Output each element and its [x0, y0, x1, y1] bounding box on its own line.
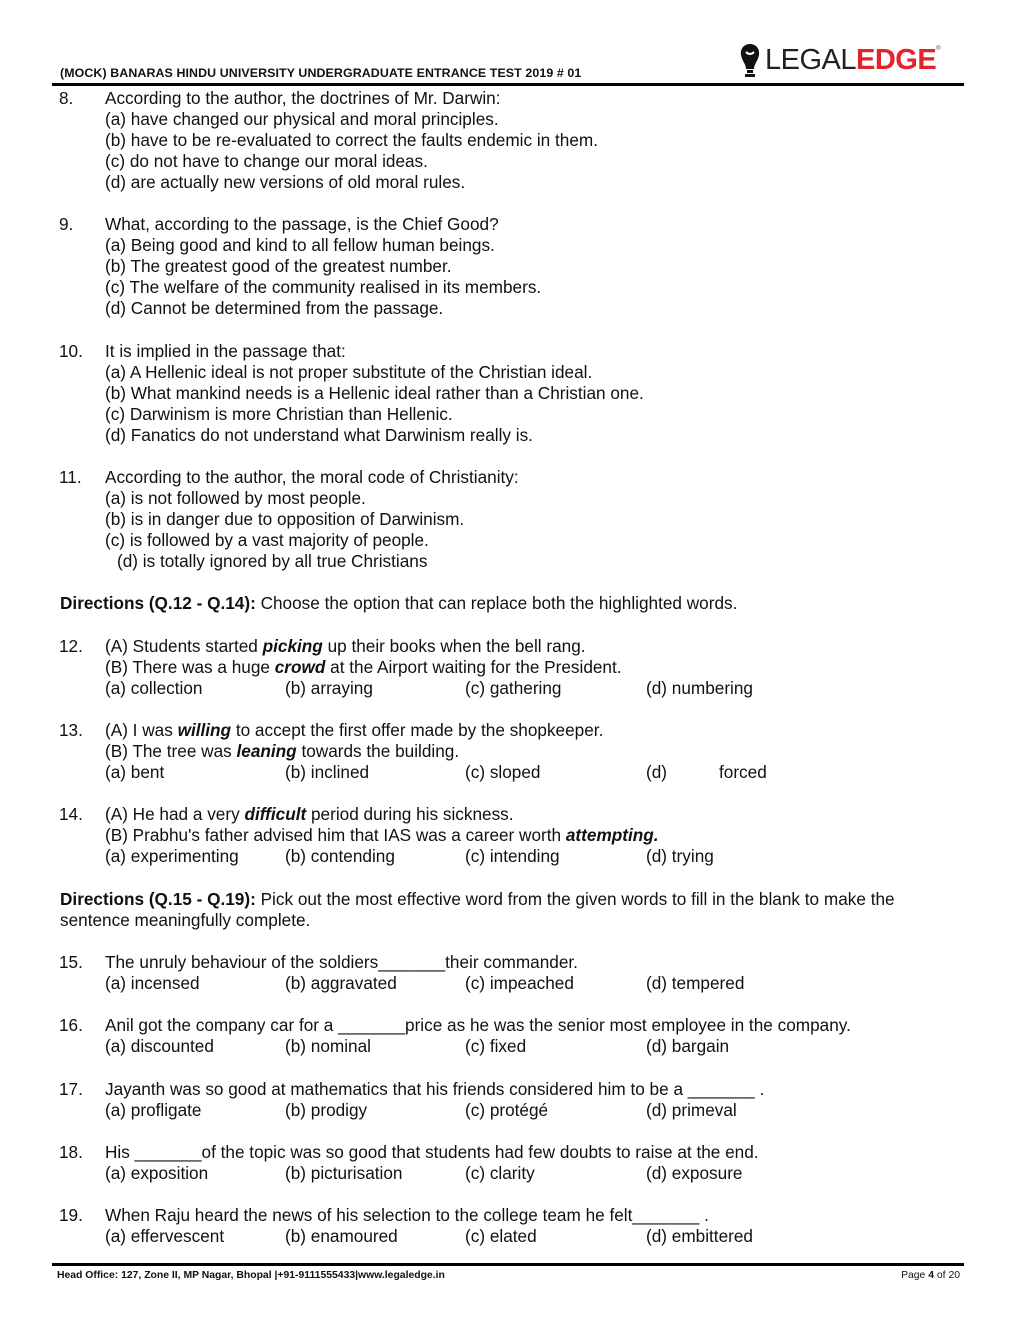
question-number: 12.	[59, 636, 83, 656]
legaledge-logo	[737, 40, 940, 80]
option: (d) tempered	[646, 973, 745, 993]
option: (b) is in danger due to opposition of Darwinism.	[105, 509, 465, 529]
option: (a) discounted	[105, 1036, 214, 1056]
option: (a) profligate	[105, 1100, 202, 1120]
option: (c) protégé	[465, 1100, 549, 1120]
footer-rule	[52, 1263, 964, 1266]
option: (a) incensed	[105, 973, 200, 993]
option: (d) embittered	[646, 1226, 753, 1246]
header-rule	[52, 83, 964, 86]
option: (c) Darwinism is more Christian than Hellenic.	[105, 404, 453, 424]
sentence-b: (B) There was a huge crowd at the Airport waiting for the President.	[105, 657, 622, 677]
option: (d) numbering	[646, 678, 753, 698]
option: (d) are actually new versions of old moral rules.	[105, 172, 466, 192]
question-number: 14.	[59, 804, 83, 824]
option-text: forced	[719, 762, 767, 782]
option: (d) trying	[646, 846, 714, 866]
option: (c) The welfare of the community realised in its members.	[105, 277, 542, 297]
option: (b) contending	[285, 846, 395, 866]
question-number: 13.	[59, 720, 83, 740]
question-number: 10.	[59, 341, 83, 361]
option: (a) experimenting	[105, 846, 239, 866]
option: (a) collection	[105, 678, 203, 698]
option: (b) The greatest good of the greatest number.	[105, 256, 452, 276]
option: (a) bent	[105, 762, 165, 782]
page-number: Page 4 of 20	[901, 1270, 960, 1281]
option: (b) nominal	[285, 1036, 371, 1056]
option: (d) exposure	[646, 1163, 743, 1183]
option: (d) Cannot be determined from the passage.	[105, 298, 444, 318]
directions-q12-q14: Directions (Q.12 - Q.14): Choose the option that can replace both the highlighted words.	[60, 593, 738, 613]
sentence-b: (B) The tree was leaning towards the building.	[105, 741, 460, 761]
directions-q15-q19: Directions (Q.15 - Q.19): Pick out the most effective word from the given words to fill in the blank to make the sentence meaningfully complete.	[60, 889, 895, 930]
option: (a) effervescent	[105, 1226, 225, 1246]
question-number: 16.	[59, 1015, 83, 1035]
option: (d) bargain	[646, 1036, 730, 1056]
option: (b) enamoured	[285, 1226, 398, 1246]
option: (a) exposition	[105, 1163, 209, 1183]
option: (a) A Hellenic ideal is not proper substitute of the Christian ideal.	[105, 362, 593, 382]
option: (c) elated	[465, 1226, 537, 1246]
option: (d) Fanatics do not understand what Darwinism really is.	[105, 425, 533, 445]
option: (c) clarity	[465, 1163, 535, 1183]
question-stem: His _______of the topic was so good that students had few doubts to raise at the end.	[105, 1142, 759, 1162]
question-number: 11.	[59, 467, 82, 487]
question-number: 18.	[59, 1142, 83, 1162]
footer-contact: Head Office: 127, Zone II, MP Nagar, Bhopal |+91-9111555433|www.legaledge.in	[57, 1270, 445, 1281]
sentence-a: (A) Students started picking up their books when the bell rang.	[105, 636, 586, 656]
option: (b) have to be re-evaluated to correct the faults endemic in them.	[105, 130, 598, 150]
question-number: 19.	[59, 1205, 83, 1225]
sentence-a: (A) I was willing to accept the first offer made by the shopkeeper.	[105, 720, 604, 740]
option: (c) impeached	[465, 973, 574, 993]
option: (b) What mankind needs is a Hellenic ideal rather than a Christian one.	[105, 383, 644, 403]
question-number: 8.	[59, 88, 74, 108]
option: (c) intending	[465, 846, 560, 866]
sentence-b: (B) Prabhu's father advised him that IAS was a career worth attempting.	[105, 825, 659, 845]
question-stem: The unruly behaviour of the soldiers_______their commander.	[105, 952, 578, 972]
scales-icon	[737, 42, 763, 78]
question-number: 15.	[59, 952, 83, 972]
question-stem: Jayanth was so good at mathematics that his friends considered him to be a _______ .	[105, 1079, 765, 1099]
option: (b) prodigy	[285, 1100, 368, 1120]
option-label: (d)	[646, 762, 668, 782]
option: (a) Being good and kind to all fellow human beings.	[105, 235, 495, 255]
option: (a) have changed our physical and moral principles.	[105, 109, 499, 129]
option: (c) fixed	[465, 1036, 527, 1056]
question-stem: According to the author, the doctrines of Mr. Darwin:	[105, 88, 501, 108]
question-stem: According to the author, the moral code of Christianity:	[105, 467, 519, 487]
option: (d) primeval	[646, 1100, 737, 1120]
option: (d) is totally ignored by all true Christians	[117, 551, 428, 571]
option: (b) arraying	[285, 678, 373, 698]
option: (b) aggravated	[285, 973, 397, 993]
question-number: 17.	[59, 1079, 83, 1099]
question-number: 9.	[59, 214, 74, 234]
sentence-a: (A) He had a very difficult period during his sickness.	[105, 804, 514, 824]
option: (b) inclined	[285, 762, 370, 782]
question-stem: Anil got the company car for a _______price as he was the senior most employee in the company.	[105, 1015, 851, 1035]
page-header-title: (MOCK) BANARAS HINDU UNIVERSITY UNDERGRADUATE ENTRANCE TEST 2019 # 01	[60, 66, 582, 80]
logo-wordmark: LEGALEDGE®	[765, 43, 941, 76]
option: (c) is followed by a vast majority of people.	[105, 530, 429, 550]
question-stem: When Raju heard the news of his selection to the college team he felt_______ .	[105, 1205, 709, 1225]
option: (c) sloped	[465, 762, 541, 782]
option: (a) is not followed by most people.	[105, 488, 366, 508]
option: (c) do not have to change our moral ideas.	[105, 151, 428, 171]
option: (b) picturisation	[285, 1163, 403, 1183]
question-stem: What, according to the passage, is the Chief Good?	[105, 214, 499, 234]
option: (c) gathering	[465, 678, 562, 698]
question-stem: It is implied in the passage that:	[105, 341, 346, 361]
